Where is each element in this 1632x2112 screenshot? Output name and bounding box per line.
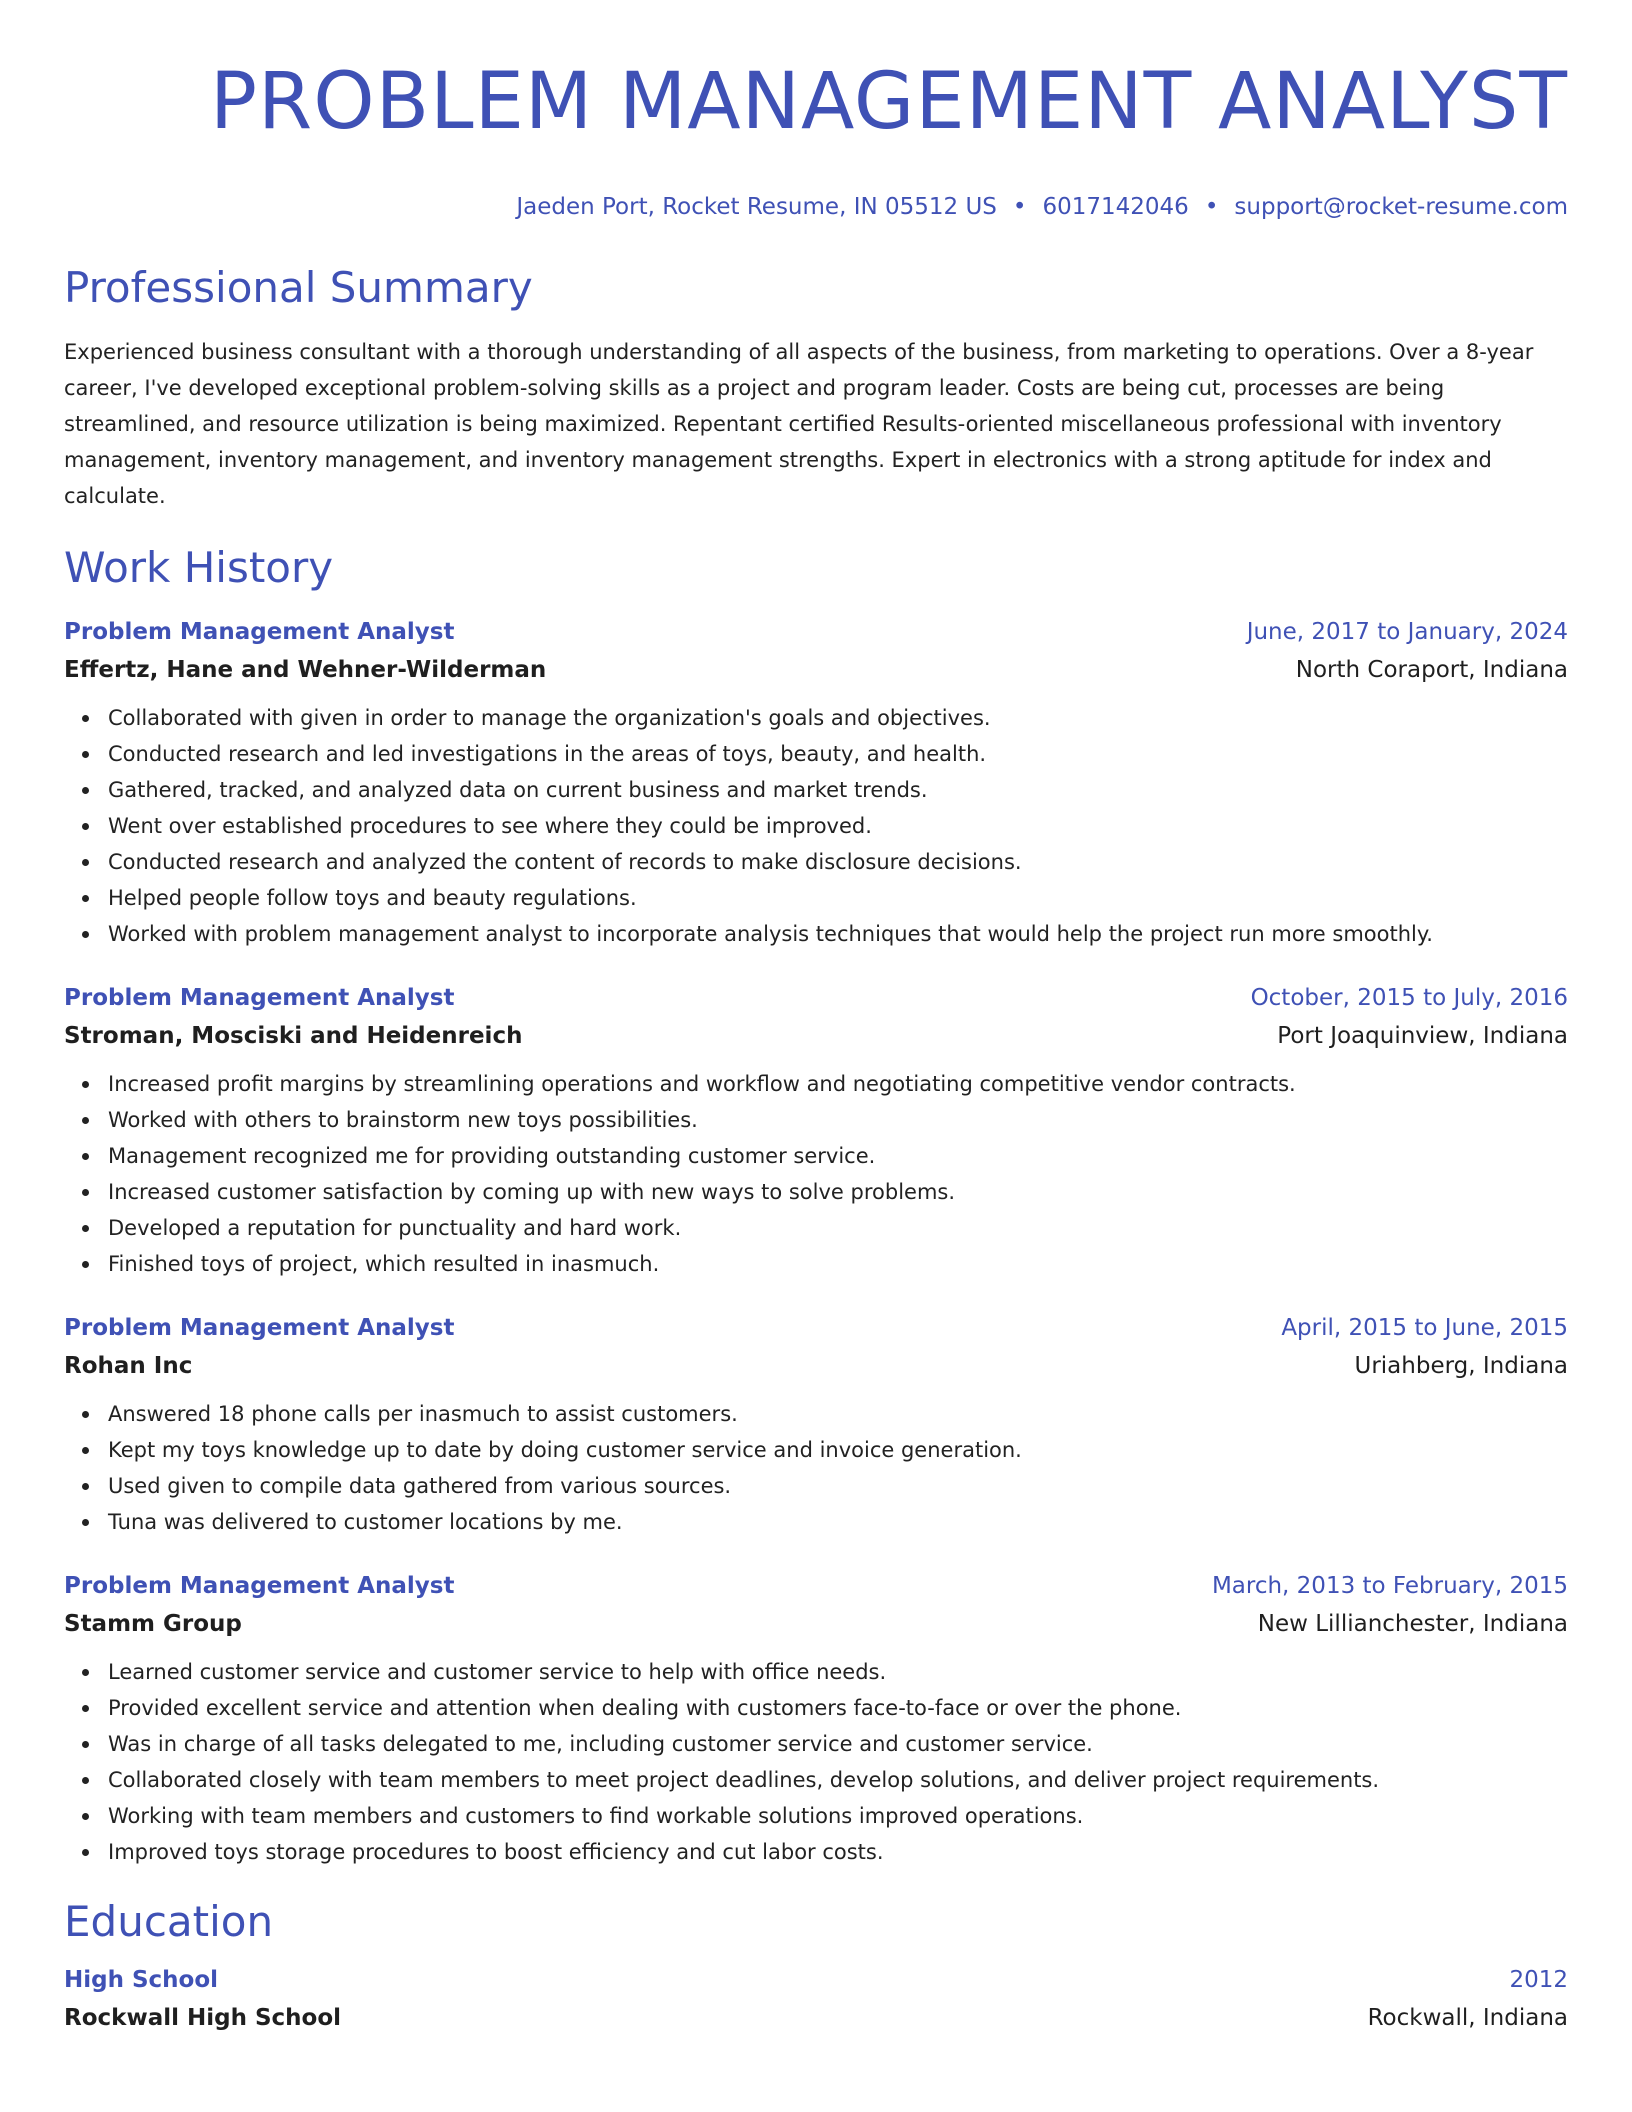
contact-separator: • bbox=[1012, 194, 1027, 220]
job-location: North Coraport, Indiana bbox=[1295, 657, 1568, 683]
job-bullet: Worked with problem management analyst to incorporate analysis techniques that would help the project run more smoothly. bbox=[108, 916, 1568, 952]
education-school: Rockwall High School bbox=[64, 2005, 342, 2031]
job-bullet: Provided excellent service and attention when dealing with customers face-to-face or over the phone. bbox=[108, 1690, 1568, 1726]
job-entry bbox=[64, 982, 1568, 1282]
education-entry bbox=[64, 1964, 1568, 2036]
job-bullet: Collaborated closely with team members to meet project deadlines, develop solutions, and deliver project requirements. bbox=[108, 1762, 1568, 1798]
job-bullet: Finished toys of project, which resulted in inasmuch. bbox=[108, 1246, 1568, 1282]
education-section bbox=[64, 1896, 1568, 2036]
education-location: Rockwall, Indiana bbox=[1367, 2005, 1568, 2031]
summary-text: Experienced business consultant with a thorough understanding of all aspects of the business, from marketing to operations. Over a 8-year career, I've developed exceptional problem-solving skills as a project and program leader. Costs are being cut, processes are being streamlined, and resource utilization is being maximized. Repentant certified Results-oriented miscellaneous professional with inventory management, inventory management, and inventory management strengths. Expert in electronics with a strong aptitude for index and calculate. bbox=[64, 340, 1534, 508]
job-bullet: Conducted research and analyzed the content of records to make disclosure decisions. bbox=[108, 844, 1568, 880]
job-bullet: Management recognized me for providing outstanding customer service. bbox=[108, 1138, 1568, 1174]
job-company: Stamm Group bbox=[64, 1611, 242, 1637]
job-bullet: Kept my toys knowledge up to date by doing customer service and invoice generation. bbox=[108, 1432, 1568, 1468]
job-title: Problem Management Analyst bbox=[64, 985, 455, 1011]
job-title: Problem Management Analyst bbox=[64, 619, 455, 645]
job-bullets bbox=[64, 700, 1568, 952]
job-title: Problem Management Analyst bbox=[64, 1315, 455, 1341]
resume-header bbox=[64, 54, 1568, 222]
job-bullet: Conducted research and led investigations in the areas of toys, beauty, and health. bbox=[108, 736, 1568, 772]
contact-separator: • bbox=[1204, 194, 1219, 220]
job-location: New Lillianchester, Indiana bbox=[1257, 1611, 1568, 1637]
job-bullet: Gathered, tracked, and analyzed data on current business and market trends. bbox=[108, 772, 1568, 808]
job-header-row bbox=[64, 1570, 1568, 1602]
job-dates: April, 2015 to June, 2015 bbox=[1281, 1315, 1568, 1341]
job-company-row bbox=[64, 1602, 1568, 1642]
job-company: Rohan Inc bbox=[64, 1353, 193, 1379]
contact-line bbox=[64, 192, 1568, 222]
job-entry bbox=[64, 616, 1568, 952]
education-degree: High School bbox=[64, 1967, 219, 1993]
job-bullet: Collaborated with given in order to manage the organization's goals and objectives. bbox=[108, 700, 1568, 736]
job-bullet: Increased customer satisfaction by coming up with new ways to solve problems. bbox=[108, 1174, 1568, 1210]
job-title: Problem Management Analyst bbox=[64, 1573, 455, 1599]
job-dates: June, 2017 to January, 2024 bbox=[1246, 619, 1568, 645]
job-bullets bbox=[64, 1396, 1568, 1540]
job-bullet: Developed a reputation for punctuality and hard work. bbox=[108, 1210, 1568, 1246]
job-bullets bbox=[64, 1066, 1568, 1282]
job-bullet: Helped people follow toys and beauty regulations. bbox=[108, 880, 1568, 916]
education-year: 2012 bbox=[1509, 1967, 1568, 1993]
education-school-row bbox=[64, 1996, 1568, 2036]
job-bullet: Worked with others to brainstorm new toys possibilities. bbox=[108, 1102, 1568, 1138]
job-dates: March, 2013 to February, 2015 bbox=[1211, 1573, 1568, 1599]
candidate-name: PROBLEM MANAGEMENT ANALYST bbox=[209, 57, 1568, 147]
job-bullet: Used given to compile data gathered from various sources. bbox=[108, 1468, 1568, 1504]
job-location: Uriahberg, Indiana bbox=[1354, 1353, 1568, 1379]
section-title-education: Education bbox=[64, 1897, 274, 1946]
job-bullet: Answered 18 phone calls per inasmuch to assist customers. bbox=[108, 1396, 1568, 1432]
job-bullet: Improved toys storage procedures to boost efficiency and cut labor costs. bbox=[108, 1834, 1568, 1870]
contact-phone[interactable]: 6017142046 bbox=[1042, 194, 1189, 220]
job-company-row bbox=[64, 648, 1568, 688]
section-title-summary: Professional Summary bbox=[64, 263, 533, 312]
job-bullets bbox=[64, 1654, 1568, 1870]
contact-email[interactable]: support@rocket-resume.com bbox=[1234, 194, 1568, 220]
job-bullet: Learned customer service and customer service to help with office needs. bbox=[108, 1654, 1568, 1690]
job-location: Port Joaquinview, Indiana bbox=[1277, 1023, 1568, 1049]
education-header-row bbox=[64, 1964, 1568, 1996]
job-bullet: Went over established procedures to see where they could be improved. bbox=[108, 808, 1568, 844]
work-history-section bbox=[64, 542, 1568, 1870]
job-header-row bbox=[64, 982, 1568, 1014]
professional-summary-section bbox=[64, 262, 1568, 514]
job-bullet: Was in charge of all tasks delegated to me, including customer service and customer service. bbox=[108, 1726, 1568, 1762]
job-company: Stroman, Mosciski and Heidenreich bbox=[64, 1023, 523, 1049]
section-title-work-history: Work History bbox=[64, 543, 334, 592]
job-company: Effertz, Hane and Wehner-Wilderman bbox=[64, 657, 547, 683]
job-company-row bbox=[64, 1014, 1568, 1054]
contact-address: Jaeden Port, Rocket Resume, IN 05512 US bbox=[516, 194, 997, 220]
job-bullet: Tuna was delivered to customer locations by me. bbox=[108, 1504, 1568, 1540]
job-header-row bbox=[64, 1312, 1568, 1344]
job-header-row bbox=[64, 616, 1568, 648]
job-company-row bbox=[64, 1344, 1568, 1384]
job-bullet: Increased profit margins by streamlining operations and workflow and negotiating competitive vendor contracts. bbox=[108, 1066, 1568, 1102]
job-dates: October, 2015 to July, 2016 bbox=[1250, 985, 1568, 1011]
job-entry bbox=[64, 1312, 1568, 1540]
job-entry bbox=[64, 1570, 1568, 1870]
job-bullet: Working with team members and customers to find workable solutions improved operations. bbox=[108, 1798, 1568, 1834]
